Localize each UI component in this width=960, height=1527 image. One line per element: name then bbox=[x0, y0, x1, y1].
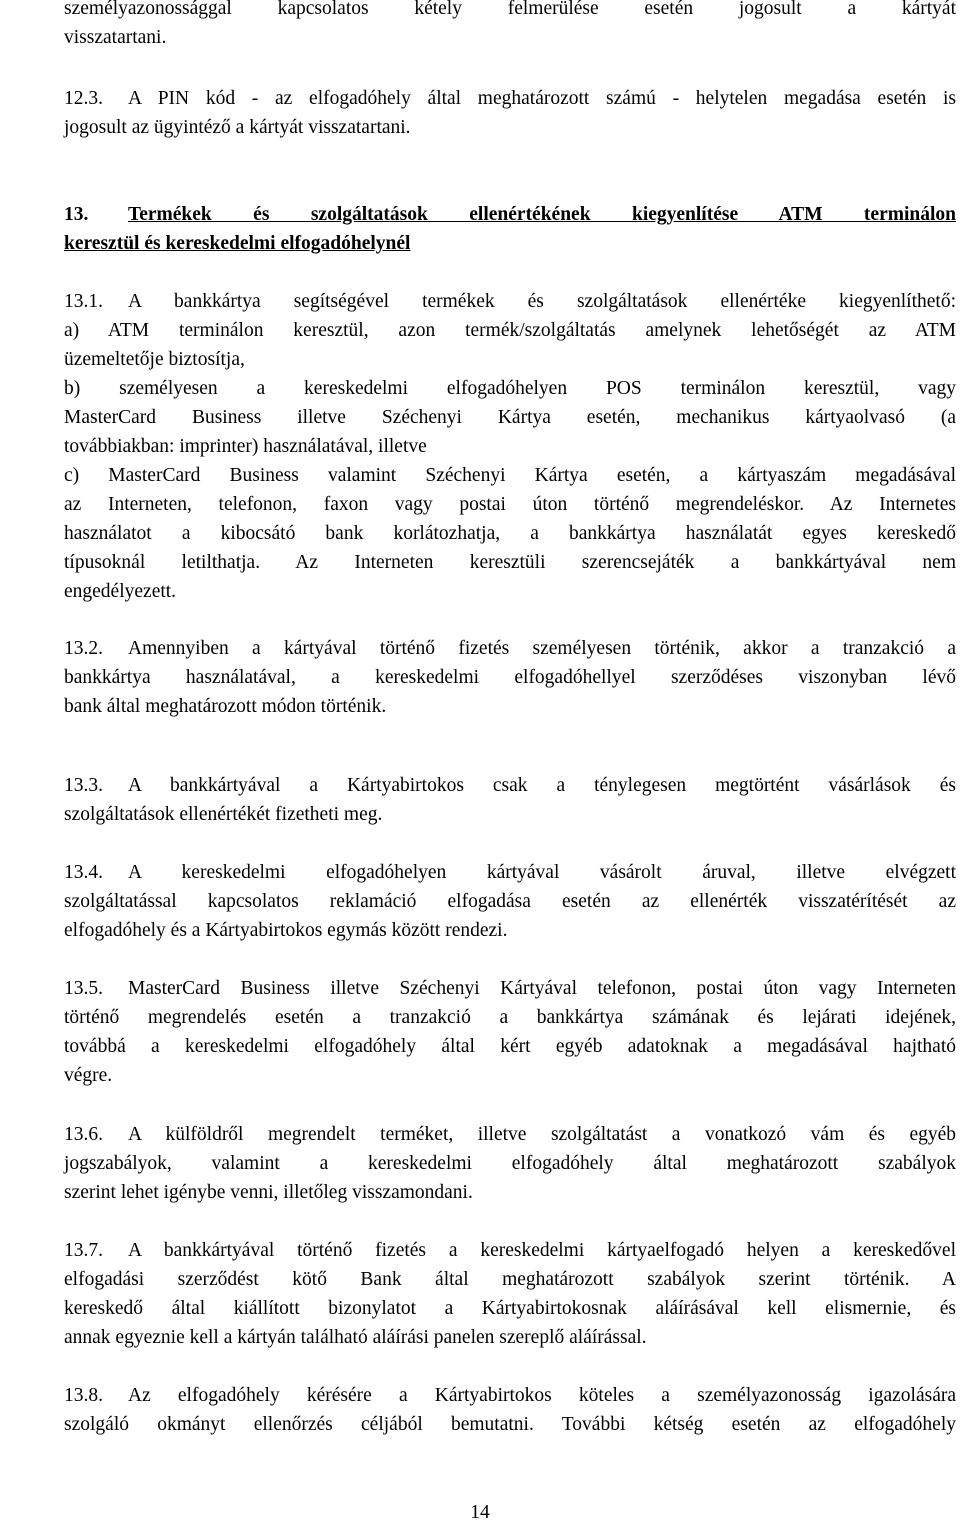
text-line: továbbiakban: imprinter) használatával, illetve bbox=[64, 436, 427, 457]
section-number: 13.1. bbox=[64, 291, 103, 312]
text-line: szolgáltatással kapcsolatos reklamáció elfogadása esetén az ellenérték visszatérítését az bbox=[64, 891, 956, 912]
text-line: üzemeltetője biztosítja, bbox=[64, 349, 245, 370]
text-line: szolgáló okmányt ellenőrzés céljából bemutatni. További kétség esetén az elfogadóhely bbox=[64, 1414, 956, 1435]
text-line: bankkártya használatával, a kereskedelmi elfogadóhellyel szerződéses viszonyban lévő bbox=[64, 667, 956, 688]
text-line: Az elfogadóhely kérésére a Kártyabirtokos köteles a személyazonosság igazolására bbox=[128, 1385, 956, 1406]
text-line: személyazonossággal kapcsolatos kétely felmerülése esetén jogosult a kártyát bbox=[64, 0, 956, 19]
section-13-heading bbox=[64, 200, 956, 258]
section-number: 13. bbox=[64, 204, 89, 225]
intro-paragraph bbox=[64, 0, 956, 52]
text-line: Amennyiben a kártyával történő fizetés személyesen történik, akkor a tranzakció a bbox=[128, 638, 956, 659]
text-line: elfogadási szerződést kötő Bank által meghatározott szabályok szerint történik. A bbox=[64, 1269, 956, 1290]
text-line: továbbá a kereskedelmi elfogadóhely által kért egyéb adatoknak a megadásával hajtható bbox=[64, 1036, 956, 1057]
text-line: A bankkártya segítségével termékek és szolgáltatások ellenértéke kiegyenlíthető: bbox=[128, 291, 956, 312]
section-12-3-block bbox=[64, 84, 956, 142]
text-line: típusoknál letilthatja. Az Interneten keresztüli szerencsejáték a bankkártyával nem bbox=[64, 552, 956, 573]
text-line: használatot a kibocsátó bank korlátozhatja, a bankkártya használatát egyes kereskedő bbox=[64, 523, 956, 544]
text-line: jogosult az ügyintéző a kártyát visszatartani. bbox=[64, 117, 411, 138]
text-line: a) ATM terminálon keresztül, azon termék/szolgáltatás amelynek lehetőségét az ATM bbox=[64, 320, 956, 341]
text-line: c) MasterCard Business valamint Széchenyi Kártya esetén, a kártyaszám megadásával bbox=[64, 465, 956, 486]
text-line: kereskedő által kiállított bizonylatot a Kártyabirtokosnak aláírásával kell elismernie, és bbox=[64, 1298, 956, 1319]
section-number: 13.2. bbox=[64, 638, 103, 659]
text-line: A bankkártyával a Kártyabirtokos csak a ténylegesen megtörtént vásárlások és bbox=[128, 775, 956, 796]
section-number: 13.8. bbox=[64, 1385, 103, 1406]
section-13-5 bbox=[64, 974, 956, 1090]
heading-line: keresztül és kereskedelmi elfogadóhelynél bbox=[64, 233, 411, 254]
section-13-4 bbox=[64, 858, 956, 945]
text-line: engedélyezett. bbox=[64, 581, 177, 602]
section-number: 12.3. bbox=[64, 88, 103, 109]
text-line: történő megrendelés esetén a tranzakció a bankkártya számának és lejárati idejének, bbox=[64, 1007, 956, 1028]
section-number: 13.3. bbox=[64, 775, 103, 796]
section-number: 13.5. bbox=[64, 978, 103, 999]
text-line: szolgáltatások ellenértékét fizetheti meg. bbox=[64, 804, 383, 825]
text-line: végre. bbox=[64, 1065, 113, 1086]
text-line: bank által meghatározott módon történik. bbox=[64, 696, 387, 717]
text-line: A külföldről megrendelt terméket, illetve szolgáltatást a vonatkozó vám és egyéb bbox=[128, 1124, 956, 1145]
text-line: A kereskedelmi elfogadóhelyen kártyával vásárolt áruval, illetve elvégzett bbox=[128, 862, 956, 883]
section-number: 13.6. bbox=[64, 1124, 103, 1145]
text-line: A bankkártyával történő fizetés a kereskedelmi kártyaelfogadó helyen a kereskedővel bbox=[128, 1240, 956, 1261]
text-line: elfogadóhely és a Kártyabirtokos egymás között rendezi. bbox=[64, 920, 508, 941]
text-line: az Interneten, telefonon, faxon vagy postai úton történő megrendeléskor. Az Internetes bbox=[64, 494, 956, 515]
section-13-3 bbox=[64, 771, 956, 829]
text-line: visszatartani. bbox=[64, 27, 167, 48]
text-line: A PIN kód - az elfogadóhely által meghatározott számú - helytelen megadása esetén is bbox=[128, 88, 956, 109]
text-line: szerint lehet igénybe venni, illetőleg visszamondani. bbox=[64, 1182, 473, 1203]
text-line: MasterCard Business illetve Széchenyi Kártya esetén, mechanikus kártyaolvasó (a bbox=[64, 407, 956, 428]
section-number: 13.4. bbox=[64, 862, 103, 883]
heading-line: Termékek és szolgáltatások ellenértékének kiegyenlítése ATM terminálon bbox=[128, 204, 956, 225]
text-line: MasterCard Business illetve Széchenyi Kártyával telefonon, postai úton vagy Interneten bbox=[128, 978, 956, 999]
section-13-7 bbox=[64, 1236, 956, 1352]
text-line: b) személyesen a kereskedelmi elfogadóhelyen POS terminálon keresztül, vagy bbox=[64, 378, 956, 399]
text-line: annak egyeznie kell a kártyán található aláírási panelen szereplő aláírással. bbox=[64, 1327, 647, 1348]
section-13-2 bbox=[64, 634, 956, 721]
text-line: jogszabályok, valamint a kereskedelmi elfogadóhely által meghatározott szabályok bbox=[64, 1153, 956, 1174]
section-number: 13.7. bbox=[64, 1240, 103, 1261]
section-13-1 bbox=[64, 287, 956, 606]
section-13-6 bbox=[64, 1120, 956, 1207]
section-13-8 bbox=[64, 1381, 956, 1439]
page-number: 14 bbox=[470, 1502, 490, 1523]
